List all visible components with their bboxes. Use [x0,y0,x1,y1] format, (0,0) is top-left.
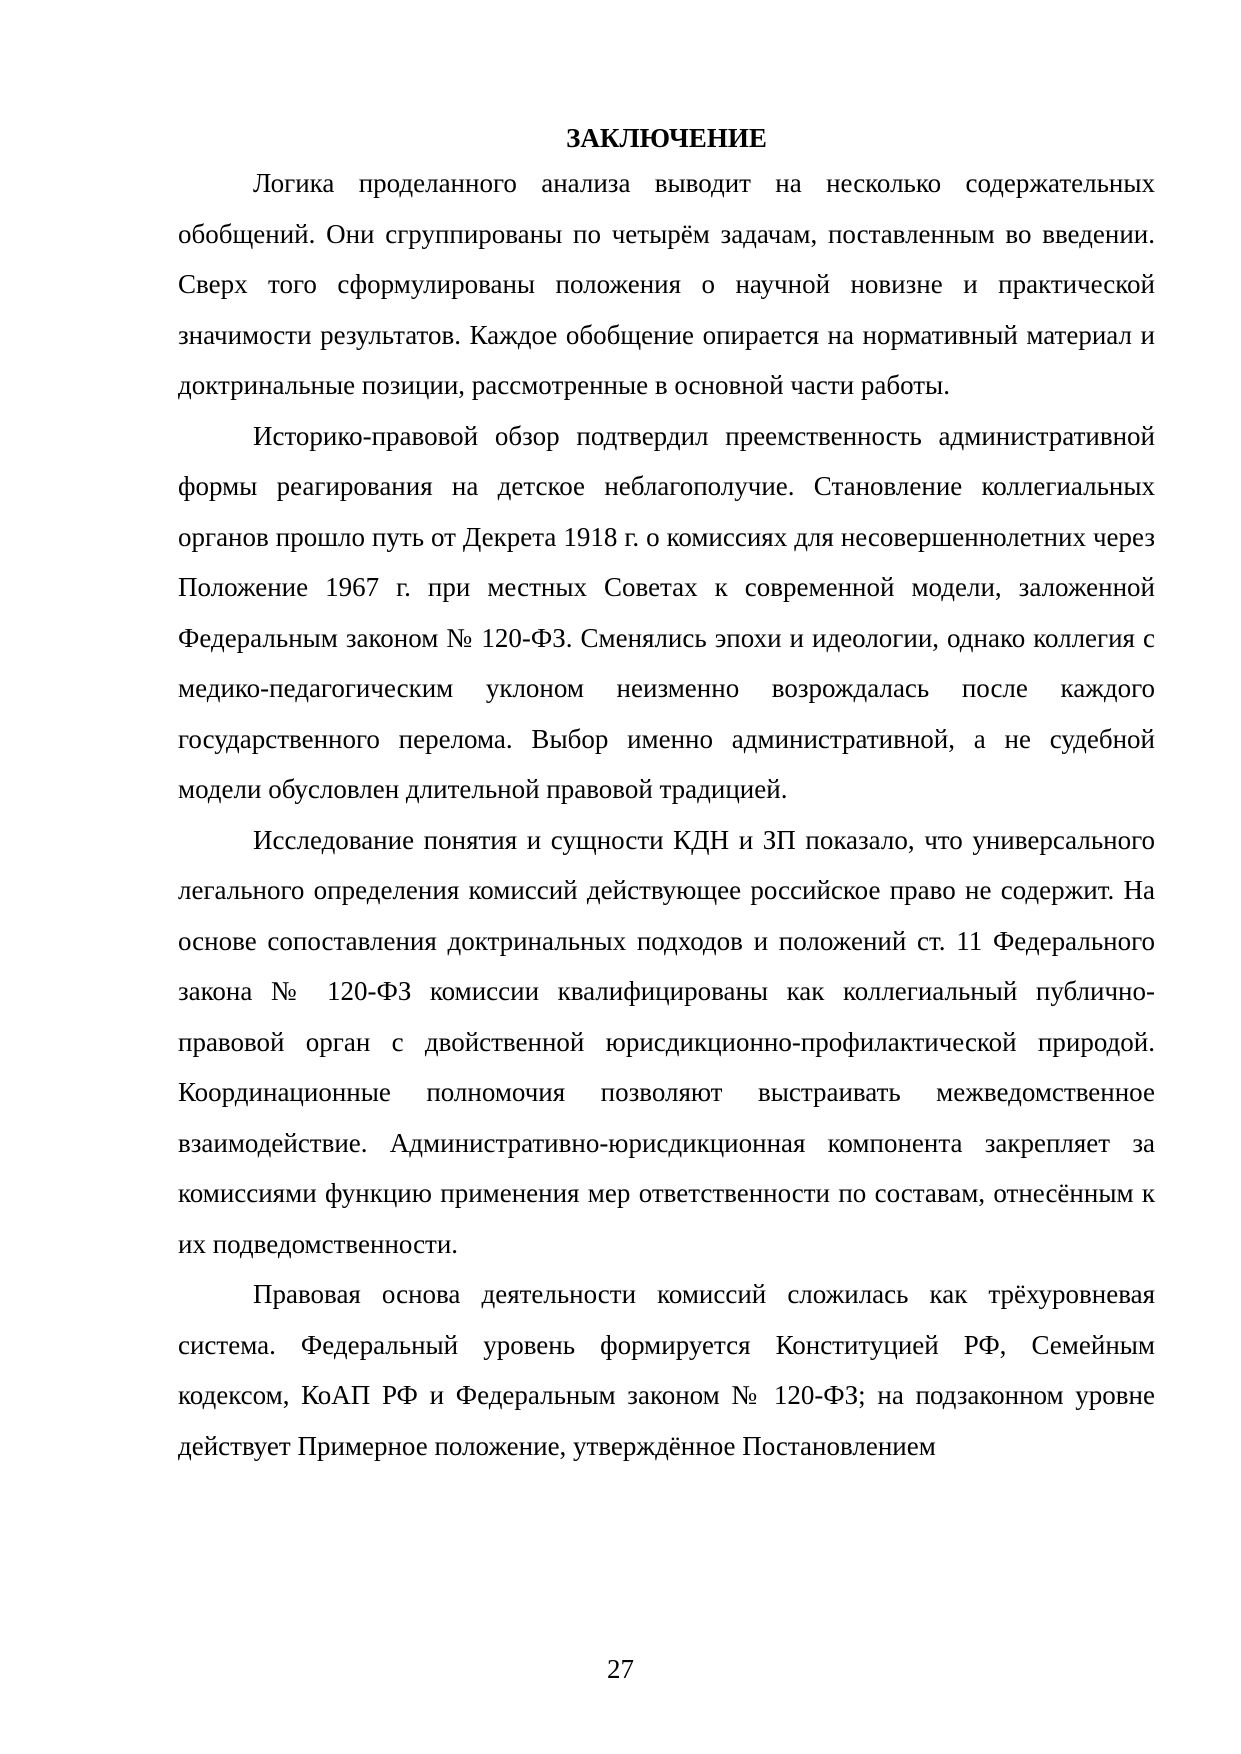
paragraph-2: Историко-правовой обзор подтвердил преемственность административной формы реагирования на детское неблагополучие. Становление коллегиальных органов прошло путь от Декрета 1918 г. о комиссиях для несовершеннолетних через Положение 1967 г. при местных Советах к современной модели, заложенной Федеральным законом № 120-ФЗ. Сменялись эпохи и идеологии, однако коллегия с медико-педагогическим уклоном неизменно возрождалась после каждого государственного перелома. Выбор именно административной, а не судебной модели обусловлен длительной правовой традицией. [178,420,1155,804]
page-number: 27 [607,1654,634,1684]
page-content [178,118,1155,1471]
paragraph-3: Исследование понятия и сущности КДН и ЗП показало, что универсального легального определения комиссий действующее российское право не содержит. На основе сопоставления доктринальных подходов и положений ст. 11 Федерального закона № 120-ФЗ комиссии квалифицированы как коллегиальный публично-правовой орган с двойственной юрисдикционно-профилактической природой. Координационные полномочия позволяют выстраивать межведомственное взаимодействие. Административно-юрисдикционная компонента закрепляет за комиссиями функцию применения мер ответственности по составам, отнесённым к их подведомственности. [178,824,1155,1259]
section-heading: ЗАКЛЮЧЕНИЕ [566,123,767,153]
paragraph-1: Логика проделанного анализа выводит на несколько содержательных обобщений. Они сгруппированы по четырём задачам, поставленным во введении. Сверх того сформулированы положения о научной новизне и практической значимости результатов. Каждое обобщение опирается на нормативный материал и доктринальные позиции, рассмотренные в основной части работы. [178,168,1155,400]
paragraph-4: Правовая основа деятельности комиссий сложилась как трёхуровневая система. Федеральный уровень формируется Конституцией РФ, Семейным кодексом, КоАП РФ и Федеральным законом № 120-ФЗ; на подзаконном уровне действует Примерное положение, утверждённое Постановлением [178,1279,1155,1461]
